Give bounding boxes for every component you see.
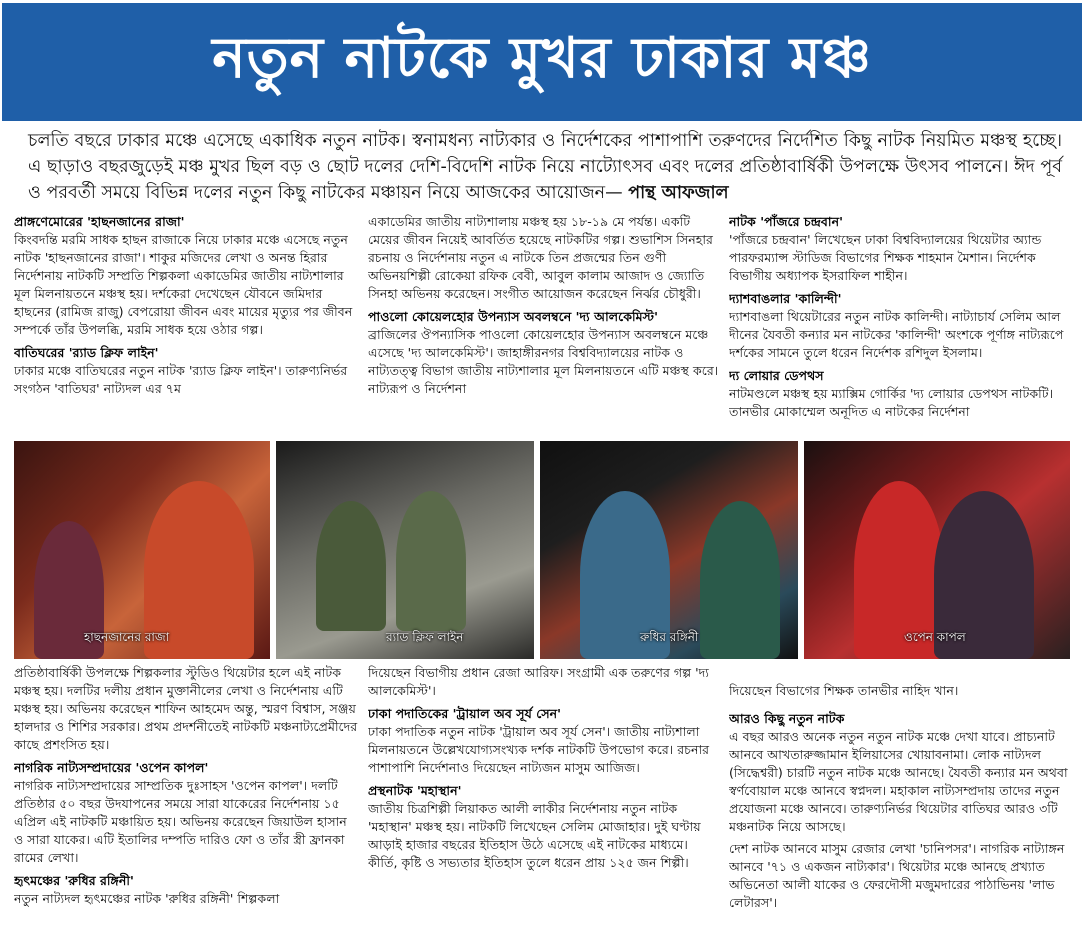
section-body: দ্যাশবাঙলা থিয়েটারের নতুন নাটক কালিন্দী। নাট্যাচার্য সেলিম আল দীনের যৈবতী কন্যার মন নাটকের 'কালিন্দী' অংশকে পূর্ণাঙ্গ নাট্যরূপে দর্শকের সামনে তুলে ধরেন নির্দেশক রশিদুল ইসলাম। bbox=[729, 309, 1064, 360]
section-body: ঢাকার মঞ্চে বাতিঘরের নতুন নাটক 'র‍্যাড ক্লিফ লাইন'। তারুণ্যনির্ভর সংগঠন 'বাতিঘর' নাট্যদল এর ৭ম bbox=[14, 363, 348, 396]
author-byline: পান্থ আফজাল bbox=[628, 183, 729, 203]
photo-rudhir-rongini bbox=[540, 441, 798, 659]
section-heading: প্রস্থনাটক 'মহাস্থান' bbox=[368, 783, 462, 798]
photo-radcliffe-line bbox=[276, 441, 534, 659]
section-body: এ বছর আরও অনেক নতুন নতুন নাটক মঞ্চে দেখা যাবে। প্রাচ্যনাট আনবে আখতারুজ্জামান ইলিয়াসের খোয়াবনামা। লোক নাট্যদল (সিদ্ধেশ্বরী) চারটি নতুন নাটক মঞ্চে আনছে। যৈবতী কন্যার মন অথবা স্বর্ণবোয়াল মঞ্চে আনবে স্বপ্নদল। মহাকাল নাট্যসম্প্রদায় তাদের নতুন প্রযোজনা মঞ্চে আনবে। তারুণ্যনির্ভর থিয়েটার বাতিঘর আরও ৩টি মঞ্চনাটক নিয়ে আসছে। bbox=[729, 729, 1068, 834]
section-body: দিয়েছেন বিভাগের শিক্ষক তানভীর নাহিদ খান। bbox=[729, 683, 959, 698]
section-body: জাতীয় চিত্রশিল্পী লিয়াকত আলী লাকীর নির্দেশনায় নতুন নাটক 'মহাস্থান' মঞ্চস্থ হয়। নাটকটি লিখেছেন সেলিম মোজাহার। দুই ঘণ্টায় আড়াই হাজার বছরের ইতিহাস উঠে এসেছে এই নাটকের মাধ্যমে। কীর্তি, কৃষ্টি ও সভ্যতার ইতিহাস তুলে ধরেন প্রায় ১২৫ জন শিল্পী। bbox=[368, 801, 701, 870]
actor-figure bbox=[316, 501, 386, 631]
section-body: ঢাকা পদাতিক নতুন নাটক 'ট্রায়াল অব সূর্য সেন'। জাতীয় নাট্যশালা মিলনায়তনে উল্লেখযোগ্যসংখ্যক দর্শক নাটকটি উপভোগ করে। রচনার পাশাপাশি নির্দেশনাও দিয়েছেন নাট্যজন মাসুম আজিজ। bbox=[368, 724, 710, 775]
section-heading: পাওলো কোয়েলহোর উপন্যাস অবলম্বনে 'দ্য আলকেমিস্ট' bbox=[368, 309, 658, 324]
section-body: কিংবদন্তি মরমি সাধক হাছন রাজাকে নিয়ে ঢাকার মঞ্চে এসেছে নতুন নাটক 'হাছনজানের রাজা'। শাকুর মজিদের লেখা ও অনন্ত হিরার নির্দেশনায় নাটকটি সম্প্রতি শিল্পকলা একাডেমির জাতীয় নাট্যশালার মূল মিলনায়তনে মঞ্চস্থ হয়। দর্শকেরা দেখেছেন যৌবনে জমিদার হাছনের (রামিজ রাজু) বেপরোয়া জীবন এবং মায়ের মৃত্যুর পর জীবন সম্পর্কে তাঁর উপলব্ধি, মরমি সাধক হয়ে ওঠার গল্প। bbox=[14, 232, 353, 337]
section-heading: নাটক 'পাঁজরে চন্দ্রবান' bbox=[729, 214, 843, 229]
article-column-bottom-3 bbox=[729, 664, 1069, 948]
section-body: দেশ নাটক আনবে মাসুম রেজার লেখা 'চানিপসর'। নাগরিক নাট্যাঙ্গন আনবে '৭১ ও একজন নাট্যকার'। থিয়েটার মঞ্চে আনছে প্রখ্যাত অভিনেতা আলী যাকের ও ফেরদৌসী মজুমদারের পাঠাভিনয় 'লাভ লেটারস'। bbox=[729, 841, 1065, 910]
section-body: প্রতিষ্ঠাবার্ষিকী উপলক্ষে শিল্পকলার স্টুডিও থিয়েটার হলে এই নাটক মঞ্চস্থ হয়। দলটির দলীয় প্রধান মুক্তানীলের লেখা ও নির্দেশনায় এটি মঞ্চস্থ হয়। অভিনয় করেছেন শাফিন আহমেদ অন্তু, স্মরণ বিশ্বাস, সঞ্জয় হালদার ও শিশির সরকার। প্রথম প্রদর্শনীতেই নাটকটি মঞ্চনাট্যপ্রেমীদের কাছে প্রশংসিত হয়। bbox=[14, 665, 358, 752]
article-column-top-2 bbox=[368, 213, 720, 438]
section-body: 'পাঁজরে চন্দ্রবান' লিখেছেন ঢাকা বিশ্ববিদ্যালয়ের থিয়েটার অ্যান্ড পারফরম্যান্স স্টাডিজ বিভাগের শিক্ষক শাহমান মৈশান। নির্দেশক বিভাগীয় অধ্যাপক ইসরাফিল শাহীন। bbox=[729, 232, 1042, 283]
headline: নতুন নাটকে মুখর ঢাকার মঞ্চ bbox=[212, 26, 872, 91]
actor-figure bbox=[700, 501, 780, 659]
photo-open-couple bbox=[804, 441, 1070, 659]
article-column-bottom-1 bbox=[14, 664, 359, 948]
section-heading: দ্য লোয়ার ডেপথস bbox=[729, 368, 824, 383]
photo-caption: র‍্যাড ক্লিফ লাইন bbox=[386, 630, 464, 644]
article-column-bottom-2 bbox=[368, 664, 720, 948]
intro-text: চলতি বছরে ঢাকার মঞ্চে এসেছে একাধিক নতুন নাটক। স্বনামধন্য নাট্যকার ও নির্দেশকের পাশাপাশি তরুণদের নির্দেশিত কিছু নাটক নিয়মিত মঞ্চস্থ হচ্ছে। এ ছাড়াও বছরজুড়েই মঞ্চ মুখর ছিল বড় ও ছোট দলের দেশি-বিদেশি নাটক নিয়ে নাট্যোৎসব এবং দলের প্রতিষ্ঠাবার্ষিকী উপলক্ষে উৎসব পালনে। ঈদ পূর্ব ও পরবর্তী সময়ে বিভিন্ন দলের নতুন কিছু নাটকের মঞ্চায়ন নিয়ে আজকের আয়োজন— bbox=[28, 131, 1062, 203]
section-heading: বাতিঘরের 'র‍্যাড ক্লিফ লাইন' bbox=[14, 345, 159, 360]
section-body: ব্রাজিলের ঔপন্যাসিক পাওলো কোয়েলহোর উপন্যাস অবলম্বনে মঞ্চে এসেছে 'দ্য আলকেমিস্ট'। জাহাঙ্গীরনগর বিশ্ববিদ্যালয়ের নাটক ও নাট্যতত্ত্ব বিভাগ জাতীয় নাট্যশালার মূল মিলনায়তনে এটি মঞ্চস্থ করে। নাট্যরূপ ও নির্দেশনা bbox=[368, 327, 719, 396]
section-body: নতুন নাট্যদল হৃৎমঞ্চের নাটক 'রুধির রঙ্গিনী' শিল্পকলা bbox=[14, 891, 280, 906]
section-body: নাগরিক নাট্যসম্প্রদায়ের সাম্প্রতিক দুঃসাহস 'ওপেন কাপল'। দলটি প্রতিষ্ঠার ৫০ বছর উদযাপনের সময়ে সারা যাকেরের নির্দেশনায় ১৫ এপ্রিল এই নাটকটি মঞ্চায়িত হয়। অভিনয় করেছেন জিয়াউল হাসান ও সারা যাকের। এটি ইতালির দম্পতি দারিও ফো ও তাঁর স্ত্রী ফ্রানকা রামের লেখা। bbox=[14, 778, 347, 865]
section-body: একাডেমির জাতীয় নাট্যশালায় মঞ্চস্থ হয় ১৮-১৯ মে পর্যন্ত। একটি মেয়ের জীবন নিয়েই আবর্তিত হয়েছে নাটকটির গল্প। শুভাশিস সিনহার রচনায় ও নির্দেশনায় নতুন এ নাটকে তিন প্রজন্মের তিন গুণী অভিনয়শিল্পী রোকেয়া রফিক বেবী, আবুল কালাম আজাদ ও জ্যোতি সিনহা অভিনয় করেছেন। সংগীত আয়োজন করেছেন নির্ঝর চৌধুরী। bbox=[368, 214, 713, 301]
section-body: নাটমণ্ডলে মঞ্চস্থ হয় ম্যাক্সিম গোর্কির 'দ্য লোয়ার ডেপথস নাটকটি। তানভীর মোকাম্মেল অনূদিত এ নাটকের নির্দেশনা bbox=[729, 386, 1054, 419]
photo-caption: হাছনজানের রাজা bbox=[84, 630, 170, 644]
section-heading: প্রাঙ্গণেমোরের 'হাছনজানের রাজা' bbox=[14, 214, 185, 229]
section-heading: হৃৎমঞ্চের 'রুধির রঙ্গিনী' bbox=[14, 873, 134, 888]
article-column-top-3 bbox=[729, 213, 1069, 438]
photo-hason-janer-raja bbox=[14, 441, 270, 659]
headline-banner bbox=[2, 3, 1082, 121]
section-heading: নাগরিক নাট্যসম্প্রদায়ের 'ওপেন কাপল' bbox=[14, 760, 209, 775]
photo-caption: ওপেন কাপল bbox=[904, 630, 966, 644]
section-heading: দ্যাশবাঙলার 'কালিন্দী' bbox=[729, 291, 842, 306]
intro-paragraph bbox=[28, 128, 1062, 210]
section-body: দিয়েছেন বিভাগীয় প্রধান রেজা আরিফ। সংগ্রামী এক তরুণের গল্প 'দ্য আলকেমিস্ট'। bbox=[368, 665, 709, 698]
actor-figure bbox=[396, 491, 466, 631]
section-heading: ঢাকা পদাতিকের 'ট্রায়াল অব সূর্য সেন' bbox=[368, 706, 562, 721]
article-column-top-1 bbox=[14, 213, 359, 438]
section-heading: আরও কিছু নতুন নাটক bbox=[729, 711, 845, 726]
photo-caption: রুধির রঙ্গিনী bbox=[640, 630, 699, 644]
